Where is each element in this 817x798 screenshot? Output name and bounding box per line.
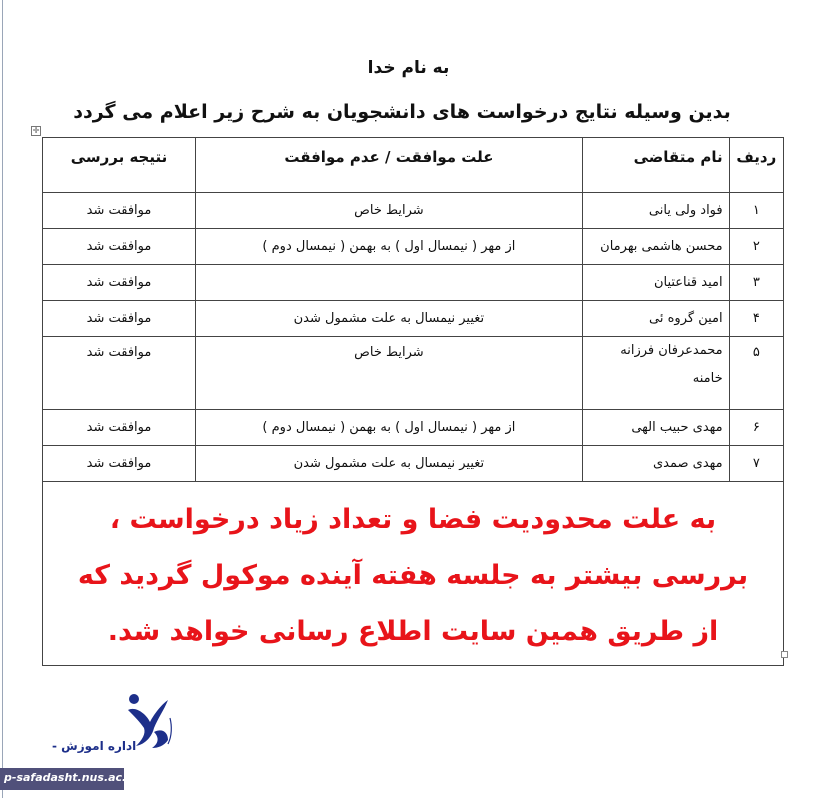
table-move-handle-icon[interactable]: ✛ <box>32 126 40 135</box>
result: موافقت شد <box>43 301 196 337</box>
reason <box>195 265 582 301</box>
table-row <box>43 446 784 482</box>
intro-heading: بدین وسیله نتایج درخواست های دانشجویان به شرح زیر اعلام می گردد <box>73 101 731 123</box>
page-border <box>2 0 3 798</box>
table-row <box>43 229 784 265</box>
reason: تغییر نیمسال به علت مشمول شدن <box>195 301 582 337</box>
table-row <box>43 337 784 410</box>
table-row <box>43 410 784 446</box>
header-result: نتیجه بررسی <box>43 138 196 193</box>
applicant-name: فواد ولی یانی <box>582 193 729 229</box>
applicant-name: مهدی صمدی <box>582 446 729 482</box>
result: موافقت شد <box>43 446 196 482</box>
bismillah-heading: به نام خدا <box>367 58 450 78</box>
reason: شرایط خاص <box>195 337 582 410</box>
applicant-name: محسن هاشمی بهرمان <box>582 229 729 265</box>
result: موافقت شد <box>43 229 196 265</box>
row-number: ۵ <box>729 337 783 410</box>
applicant-name: مهدی حبیب الهی <box>582 410 729 446</box>
watermark-banner <box>0 768 136 790</box>
applicant-name: امین گروه ئی <box>582 301 729 337</box>
row-number: ۶ <box>729 410 783 446</box>
applicant-name: محمدعرفان فرزانه خامنه <box>582 337 729 410</box>
reason: از مهر ( نیمسال اول ) به بهمن ( نیمسال دوم ) <box>195 229 582 265</box>
reason: از مهر ( نیمسال اول ) به بهمن ( نیمسال دوم ) <box>195 410 582 446</box>
notice-row <box>43 482 784 666</box>
row-number: ۲ <box>729 229 783 265</box>
reason: شرایط خاص <box>195 193 582 229</box>
header-applicant-name: نام متقاضی <box>582 138 729 193</box>
watermark-url: p-safadasht.nus.ac.ir <box>4 771 136 784</box>
row-number: ۷ <box>729 446 783 482</box>
result: موافقت شد <box>43 265 196 301</box>
results-table <box>42 137 784 666</box>
table-row <box>43 301 784 337</box>
result: موافقت شد <box>43 410 196 446</box>
result: موافقت شد <box>43 193 196 229</box>
table-resize-handle[interactable] <box>781 651 788 658</box>
row-number: ۱ <box>729 193 783 229</box>
notice-text: به علت محدودیت فضا و تعداد زیاد درخواست ، بررسی بیشتر به جلسه هفته آینده موکول گردید که از طریق همین سایت اطلاع رسانی خواهد شد. <box>43 482 784 666</box>
header-reason: علت موافقت / عدم موافقت <box>195 138 582 193</box>
header-row-number: ردیف <box>729 138 783 193</box>
table-row <box>43 193 784 229</box>
row-number: ۴ <box>729 301 783 337</box>
table-row <box>43 265 784 301</box>
education-office-caption: اداره اموزش - <box>52 739 137 753</box>
row-number: ۳ <box>729 265 783 301</box>
table-header-row <box>43 138 784 193</box>
reason: تغییر نیمسال به علت مشمول شدن <box>195 446 582 482</box>
result: موافقت شد <box>43 337 196 410</box>
applicant-name: امید قناعتیان <box>582 265 729 301</box>
